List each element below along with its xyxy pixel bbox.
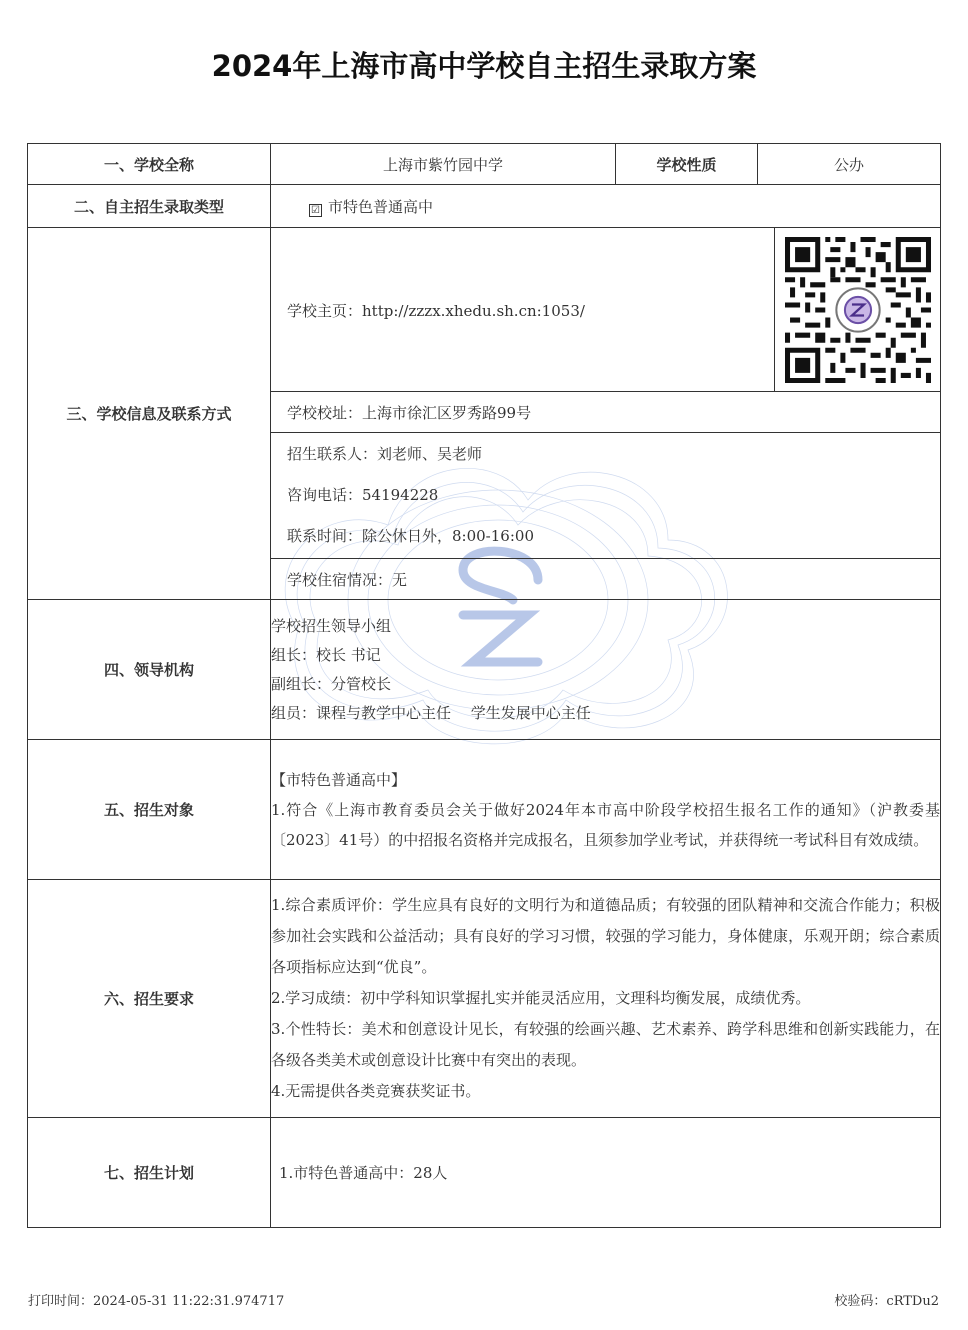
admission-table [27, 143, 941, 1228]
requirement-item: 1.综合素质评价：学生应具有良好的文明行为和道德品质；有较强的团队精神和交流合作能力；积极参加社会实践和公益活动；具有良好的学习习惯，较强的学习能力，身体健康，乐观开朗；综合素质各项指标应达到“优良”。 [271, 896, 940, 976]
contact-details-cell [271, 433, 941, 559]
address-text: 学校校址：上海市徐汇区罗秀路99号 [271, 392, 941, 433]
school-nature-label: 学校性质 [616, 144, 758, 185]
qr-code [774, 228, 940, 391]
leadership-cell [271, 600, 941, 740]
phone-text: 咨询电话：54194228 [287, 486, 439, 504]
school-nature-value: 公办 [758, 144, 941, 185]
requirements-cell [271, 880, 941, 1118]
homepage-cell [271, 228, 941, 392]
admission-type-label: 二、自主招生录取类型 [28, 185, 271, 228]
requirements-label: 六、招生要求 [28, 880, 271, 1118]
school-name-label: 一、学校全称 [28, 144, 271, 185]
contact-hours-text: 联系时间：除公休日外，8:00-16:00 [287, 527, 534, 545]
requirement-item: 3.个性特长：美术和创意设计见长，有较强的绘画兴趣、艺术素养、跨学科思维和创新实践能力，在各级各类美术或创意设计比赛中有突出的表现。 [271, 1020, 940, 1069]
leadership-line: 组长：校长 书记 [271, 645, 381, 664]
leadership-line: 副组长：分管校长 [271, 674, 392, 693]
plan-label: 七、招生计划 [28, 1118, 271, 1228]
target-heading: 【市特色普通高中】 [271, 770, 407, 789]
target-cell [271, 740, 941, 880]
homepage-text: 学校主页：http://zzzx.xhedu.sh.cn:1053/ [287, 302, 585, 320]
contact-label: 三、学校信息及联系方式 [28, 228, 271, 600]
qr-code-icon [785, 237, 931, 383]
dorm-text: 学校住宿情况：无 [271, 559, 941, 600]
admission-type-value: 市特色普通高中 [328, 197, 434, 216]
page-title: 2024年上海市高中学校自主招生录取方案 [211, 49, 757, 83]
leadership-label: 四、领导机构 [28, 600, 271, 740]
requirement-item: 4.无需提供各类竞赛获奖证书。 [271, 1082, 481, 1100]
plan-text: 1.市特色普通高中：28人 [271, 1118, 941, 1228]
school-name-value: 上海市紫竹园中学 [271, 144, 616, 185]
leadership-line: 组员：课程与教学中心主任 学生发展中心主任 [271, 703, 591, 722]
admission-type-cell [271, 185, 941, 228]
checkbox-checked-icon: ☑ [309, 204, 322, 217]
contact-person-text: 招生联系人：刘老师、吴老师 [287, 445, 483, 463]
target-label: 五、招生对象 [28, 740, 271, 880]
verify-code: 校验码：cRTDu2 [834, 1294, 939, 1309]
requirement-item: 2.学习成绩：初中学科知识掌握扎实并能灵活应用，文理科均衡发展，成绩优秀。 [271, 989, 811, 1007]
leadership-line: 学校招生领导小组 [271, 616, 392, 635]
print-time: 打印时间：2024-05-31 11:22:31.974717 [28, 1294, 285, 1309]
target-text: 1.符合《上海市教育委员会关于做好2024年本市高中阶段学校招生报名工作的通知》（沪教委基〔2023〕41号）的中招报名资格并完成报名，且须参加学业考试，并获得统一考试科目有效成绩。 [271, 800, 940, 849]
